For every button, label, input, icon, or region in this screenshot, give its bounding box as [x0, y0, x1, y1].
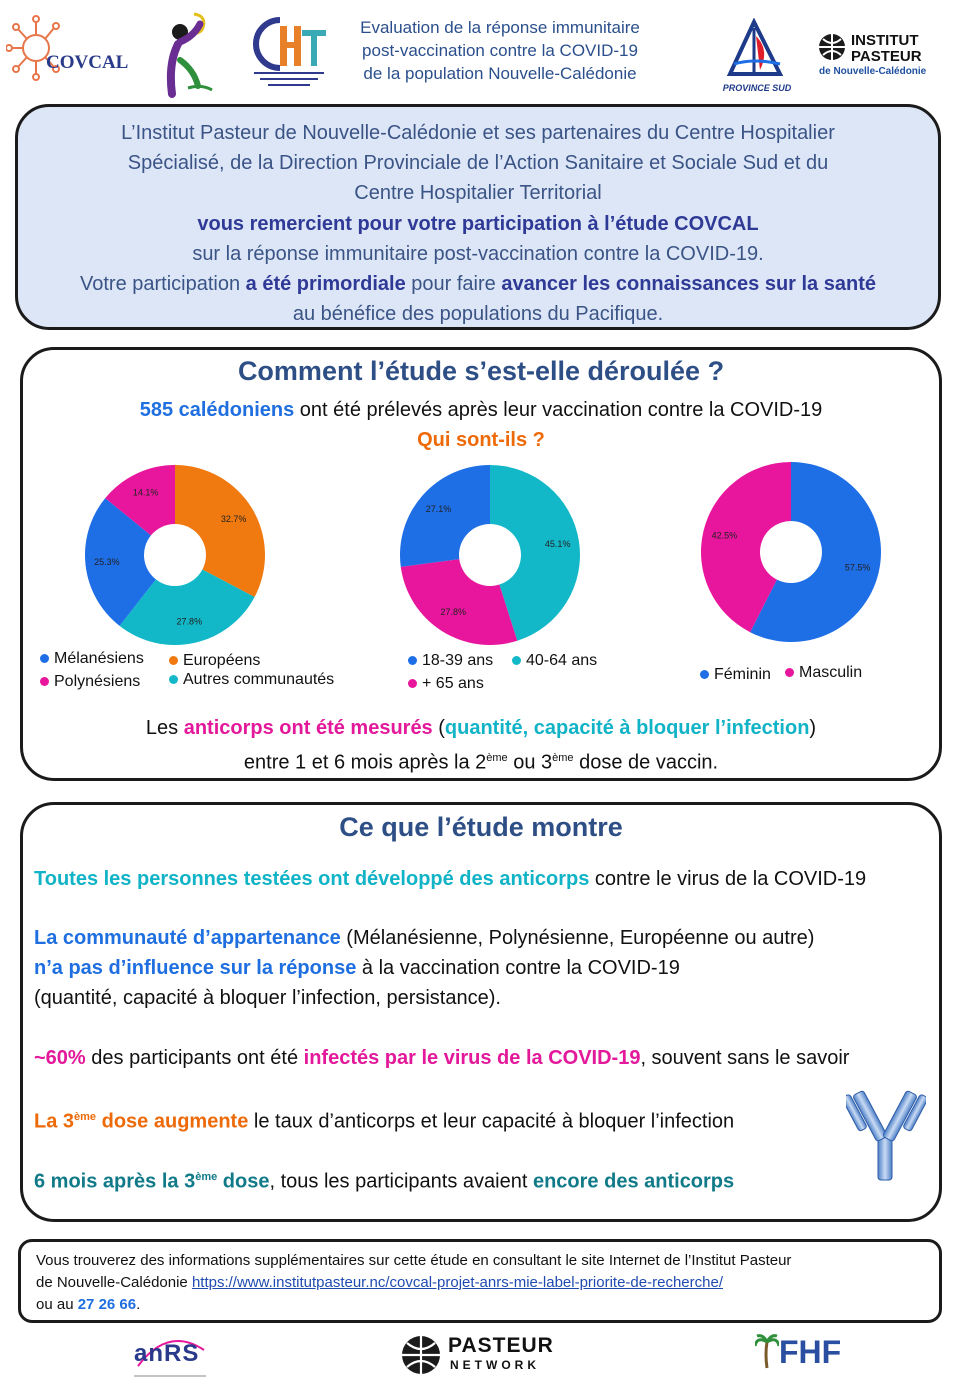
header-title-line3: de la population Nouvelle-Calédonie	[363, 64, 637, 83]
result-3	[34, 1043, 849, 1073]
result-4-c: le taux d’anticorps et leur capacité à bloquer l’infection	[248, 1110, 735, 1133]
result-5-a: 6 mois après la 3	[34, 1170, 196, 1193]
result-4-b: dose augmente	[96, 1110, 249, 1133]
pasteur-network-globe-icon	[400, 1334, 442, 1376]
donut-data-label: 27.8%	[440, 607, 467, 618]
thanks-line4: vous remercient pour votre participation à l’étude COVCAL	[197, 212, 759, 235]
result-1-a: Toutes les personnes testées ont développé des anticorps	[34, 868, 590, 890]
thanks-line7: au bénéfice des populations du Pacifique.	[292, 303, 664, 326]
result-2-a: La communauté d’appartenance	[34, 927, 341, 949]
result-2-d: à la vaccination contre la COVID-19	[356, 957, 680, 979]
pasteur-network-text-1: PASTEUR	[448, 1334, 554, 1357]
antibody-e: )	[809, 717, 817, 739]
legend-dot	[169, 656, 178, 665]
legend-label: Européens	[183, 652, 261, 669]
legend-dot	[408, 679, 417, 688]
result-3-a: ~60%	[34, 1047, 86, 1069]
pasteur-network-text-2: NETWORK	[450, 1358, 540, 1372]
result-3-c: infectés par le virus de la COVID-19	[303, 1047, 641, 1069]
result-2-e: (quantité, capacité à bloquer l’infection, persistance).	[34, 987, 501, 1009]
legend-item-18-39	[408, 652, 493, 670]
header-title-line1: Evaluation de la réponse immunitaire	[360, 18, 640, 37]
thanks-line6	[18, 269, 938, 299]
legend-sex	[700, 666, 920, 690]
footer-text-c: ou au	[36, 1296, 78, 1313]
donut-chart-sex	[691, 452, 891, 652]
legend-dot	[785, 668, 794, 677]
person-figure-icon	[158, 8, 222, 98]
covcal-logo-text: COVCAL	[46, 52, 129, 73]
result-5	[34, 1162, 734, 1197]
covcal-info-link[interactable]: https://www.institutpasteur.nc/covcal-projet-anrs-mie-label-priorite-de-recherche/	[191, 1274, 723, 1291]
footer-box	[18, 1239, 942, 1323]
thanks-line5: sur la réponse immunitaire post-vaccination contre la COVID-19.	[192, 242, 764, 265]
legend-age	[408, 652, 628, 698]
legend-item-melanesiens	[40, 650, 144, 668]
result-4-sup: ème	[74, 1111, 97, 1123]
result-5-b: dose	[217, 1170, 270, 1193]
header-title	[322, 16, 678, 85]
legend-item-feminin	[700, 666, 771, 684]
legend-dot	[512, 656, 521, 665]
donut-slice--65-ans	[401, 559, 517, 645]
institut-pasteur-logo	[815, 30, 935, 80]
result-5-c: , tous les participants avaient	[269, 1170, 533, 1193]
antibody-icon	[846, 1088, 926, 1184]
thanks-line3: Centre Hospitalier Territorial	[354, 182, 602, 205]
legend-label: Polynésiens	[54, 673, 141, 690]
result-1-b: contre le virus de la COVID-19	[589, 868, 867, 890]
legend-dot	[700, 670, 709, 679]
donut-data-label: 25.3%	[94, 557, 120, 568]
when-b: ou 3	[507, 751, 553, 774]
result-3-b: des participants ont été	[85, 1047, 304, 1069]
study-count-line	[20, 395, 942, 425]
donut-data-label: 27.1%	[425, 504, 452, 515]
pasteur-globe-icon	[817, 32, 847, 62]
legend-label: 40-64 ans	[526, 652, 598, 669]
donut-data-label: 45.1%	[544, 538, 571, 549]
thanks-line6-a: Votre participation	[80, 273, 246, 296]
province-sud-logo	[722, 18, 792, 93]
fhf-logo	[755, 1332, 847, 1378]
cht-logo-mark	[250, 12, 328, 92]
antibody-d: quantité, capacité à bloquer l’infection	[444, 717, 810, 739]
legend-dot	[408, 656, 417, 665]
result-4-a: La 3	[34, 1110, 75, 1133]
institut-pasteur-line1: INSTITUT	[851, 32, 919, 49]
legend-label: Mélanésiens	[54, 650, 144, 667]
footer-text-d: .	[136, 1296, 141, 1313]
legend-item-65	[408, 675, 484, 693]
thanks-line2: Spécialisé, de la Direction Provinciale de l’Action Sanitaire et Sociale Sud et du	[127, 152, 829, 175]
donut-slice-europ-ens	[175, 465, 265, 597]
when-line	[20, 743, 942, 778]
footer-text-b: de Nouvelle-Calédonie	[36, 1274, 192, 1291]
header-title-line2: post-vaccination contre la COVID-19	[362, 41, 638, 60]
covcal-logo	[6, 14, 134, 86]
fhf-logo-text: FHF	[779, 1334, 842, 1370]
study-count: 585 calédoniens	[139, 399, 295, 421]
footer-phone: 27 26 66	[77, 1296, 137, 1313]
legend-dot	[40, 654, 49, 663]
pasteur-network-logo	[400, 1332, 562, 1378]
legend-label: 18-39 ans	[422, 652, 494, 669]
antibody-c: (	[432, 717, 445, 739]
legend-label: + 65 ans	[422, 675, 484, 692]
palm-tree-icon	[755, 1332, 779, 1370]
study-title: Comment l’étude s’est-elle déroulée ?	[237, 356, 725, 386]
study-count-rest: ont été prélevés après leur vaccination contre la COVID-19	[294, 399, 823, 421]
legend-label: Autres communautés	[183, 671, 335, 688]
legend-item-polynesiens	[40, 673, 140, 691]
virus-icon	[6, 14, 134, 86]
when-sup1: ème	[486, 752, 508, 764]
thanks-line1: L’Institut Pasteur de Nouvelle-Calédonie et ses partenaires du Centre Hospitalier	[121, 122, 835, 144]
result-4	[34, 1102, 734, 1137]
anrs-logo	[128, 1330, 210, 1380]
institut-pasteur-line2: PASTEUR	[851, 48, 922, 65]
thanks-box	[15, 104, 941, 330]
chs-logo	[158, 8, 222, 98]
donut-data-label: 14.1%	[132, 487, 159, 498]
antibody-b: anticorps ont été mesurés	[183, 717, 433, 739]
thanks-line6-c: pour faire	[405, 273, 502, 296]
thanks-line6-d: avancer les connaissances sur la santé	[501, 273, 876, 296]
result-5-d: encore des anticorps	[532, 1170, 735, 1193]
when-c: dose de vaccin.	[573, 751, 719, 774]
legend-item-masculin	[785, 664, 862, 682]
result-3-d: , souvent sans le savoir	[640, 1047, 850, 1069]
result-2-c: n’a pas d’influence sur la réponse	[34, 957, 357, 979]
donut-slice-18-39-ans	[400, 465, 490, 567]
legend-item-autres	[169, 671, 334, 689]
province-sud-mark	[722, 18, 792, 78]
footer-text-a: Vous trouverez des informations supplémentaires sur cette étude en consultant le site Internet de l’Institut Pasteur	[36, 1252, 792, 1269]
donut-data-label: 32.7%	[220, 514, 247, 525]
when-sup2: ème	[552, 752, 574, 764]
antibody-a: Les	[145, 717, 184, 739]
legend-label: Féminin	[714, 666, 771, 683]
result-1	[34, 864, 866, 894]
legend-label: Masculin	[799, 664, 863, 681]
donut-chart-age	[390, 455, 590, 655]
legend-item-40-64	[512, 652, 597, 670]
thanks-line6-b: a été primordiale	[245, 273, 406, 296]
legend-dot	[40, 677, 49, 686]
study-who: Qui sont-ils ?	[417, 429, 545, 451]
legend-community	[40, 650, 380, 696]
result-5-sup: ème	[195, 1171, 218, 1183]
anrs-logo-text: anRS	[134, 1340, 200, 1367]
donut-data-label: 57.5%	[844, 562, 871, 573]
result-2	[34, 923, 814, 1013]
antibody-line	[20, 713, 942, 743]
results-title: Ce que l’étude montre	[339, 812, 623, 842]
cht-logo	[250, 12, 328, 92]
legend-item-europeens	[169, 652, 260, 670]
donut-chart-community	[75, 455, 275, 655]
province-sud-text: PROVINCE SUD	[722, 83, 792, 93]
donut-data-label: 27.8%	[176, 616, 203, 627]
legend-dot	[169, 675, 178, 684]
when-a: entre 1 et 6 mois après la 2	[243, 751, 487, 774]
donut-data-label: 42.5%	[711, 530, 738, 541]
institut-pasteur-line3: de Nouvelle-Calédonie	[819, 66, 927, 77]
result-2-b: (Mélanésienne, Polynésienne, Européenne ou autre)	[340, 927, 815, 949]
